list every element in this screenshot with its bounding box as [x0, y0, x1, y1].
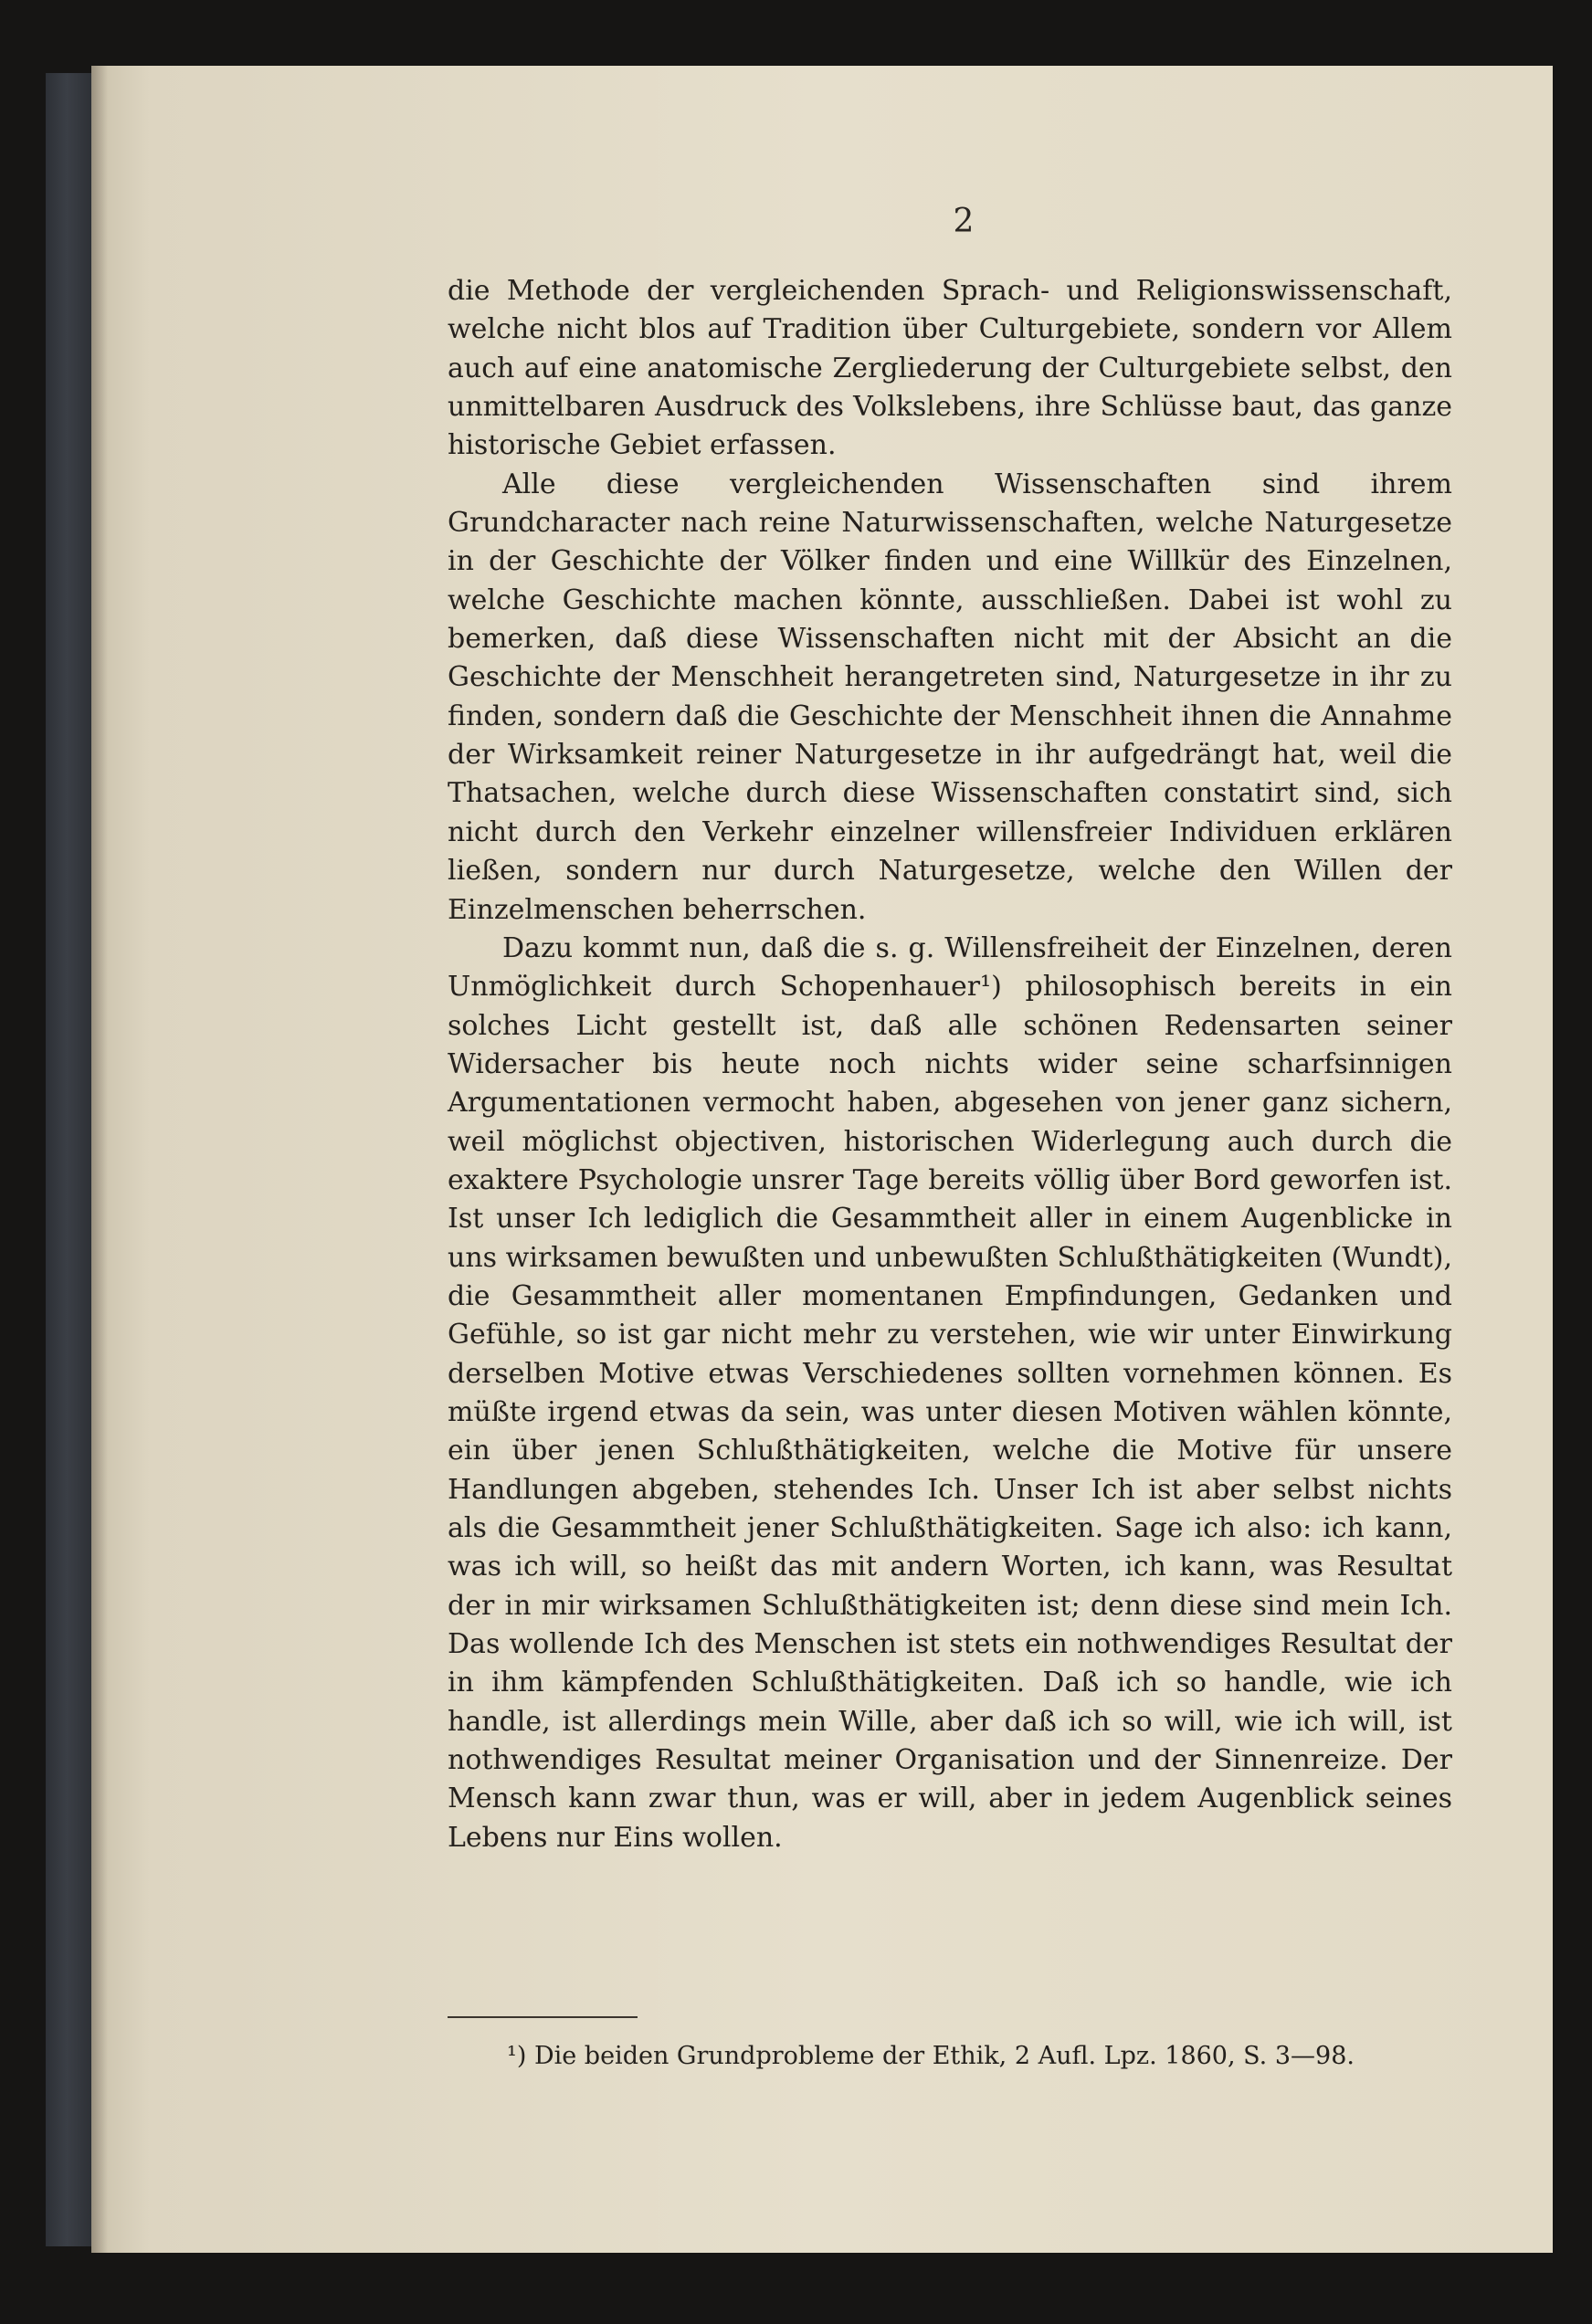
footnote-text: Die beiden Grundprobleme der Ethik, 2 Aufl. Lpz. 1860, S. 3—98. [533, 2042, 1355, 2070]
footnote-divider [448, 2016, 638, 2018]
paragraph-2: Alle diese vergleichenden Wissenschaften sind ihrem Grundcharacter nach reine Naturwissenschaften, welche Naturgesetze in der Geschichte der Völker finden und eine Willkür des Einzelnen, welche Geschichte machen könnte, ausschließen. Dabei ist wohl zu bemerken, daß diese Wissenschaften nicht mit der Absicht an die Geschichte der Menschheit herangetreten sind, Naturgesetze in ihr zu finden, sondern daß die Geschichte der Menschheit ihnen die Annahme der Wirksamkeit reiner Naturgesetze in ihr aufgedrängt hat, weil die Thatsachen, welche durch diese Wissenschaften constatirt sind, sich nicht durch den Verkehr einzelner willensfreier Individuen erklären ließen, sondern nur durch Naturgesetze, welche den Willen der Einzelmenschen beherrschen. [448, 468, 1452, 926]
paragraph-3: Dazu kommt nun, daß die s. g. Willensfreiheit der Einzelnen, deren Unmöglichkeit durch Schopenhauer¹) philosophisch bereits in ein solches Licht gestellt ist, daß alle schönen Redensarten seiner Widersacher bis heute noch nichts wider seine scharfsinnigen Argumentationen vermocht haben, abgesehen von jener ganz sichern, weil möglichst objectiven, historischen Widerlegung auch durch die exaktere Psychologie unsrer Tage bereits völlig über Bord geworfen ist. Ist unser Ich lediglich die Gesammtheit aller in einem Augenblicke in uns wirksamen bewußten und unbewußten Schlußthätigkeiten (Wundt), die Gesammtheit aller momentanen Empfindungen, Gedanken und Gefühle, so ist gar nicht mehr zu verstehen, wie wir unter Einwirkung derselben Motive etwas Verschiedenes sollten vornehmen können. Es müßte irgend etwas da sein, was unter diesen Motiven wählen könnte, ein über jenen Schlußthätigkeiten, welche die Motive für unsere Handlungen abgeben, stehendes Ich. Unser Ich ist aber selbst nichts als die Gesammtheit jener Schlußthätigkeiten. Sage ich also: ich kann, was ich will, so heißt das mit andern Worten, ich kann, was Resultat der in mir wirksamen Schlußthätigkeiten ist; denn diese sind mein Ich. Das wollende Ich des Menschen ist stets ein nothwendiges Resultat der in ihm kämpfenden Schlußthätigkeiten. Daß ich so handle, wie ich handle, ist allerdings mein Wille, aber daß ich so will, wie ich will, ist nothwendiges Resultat meiner Organisation und der Sinnenreize. Der Mensch kann zwar thun, was er will, aber in jedem Augenblick seines Lebens nur Eins wollen. [448, 931, 1452, 1854]
gutter-shadow [91, 66, 108, 2253]
page-number: 2 [953, 203, 975, 240]
body-text [448, 272, 1452, 1857]
footnote [507, 2041, 1457, 2072]
paragraph-1: die Methode der vergleichenden Sprach- und Religionswissenschaft, welche nicht blos auf Tradition über Culturgebiete, sondern vor Allem auch auf eine anatomische Zergliederung der Culturgebiete selbst, den unmittelbaren Ausdruck des Volkslebens, ihre Schlüsse baut, das ganze historische Gebiet erfassen. [448, 275, 1452, 462]
footnote-marker: ¹) [507, 2042, 527, 2070]
